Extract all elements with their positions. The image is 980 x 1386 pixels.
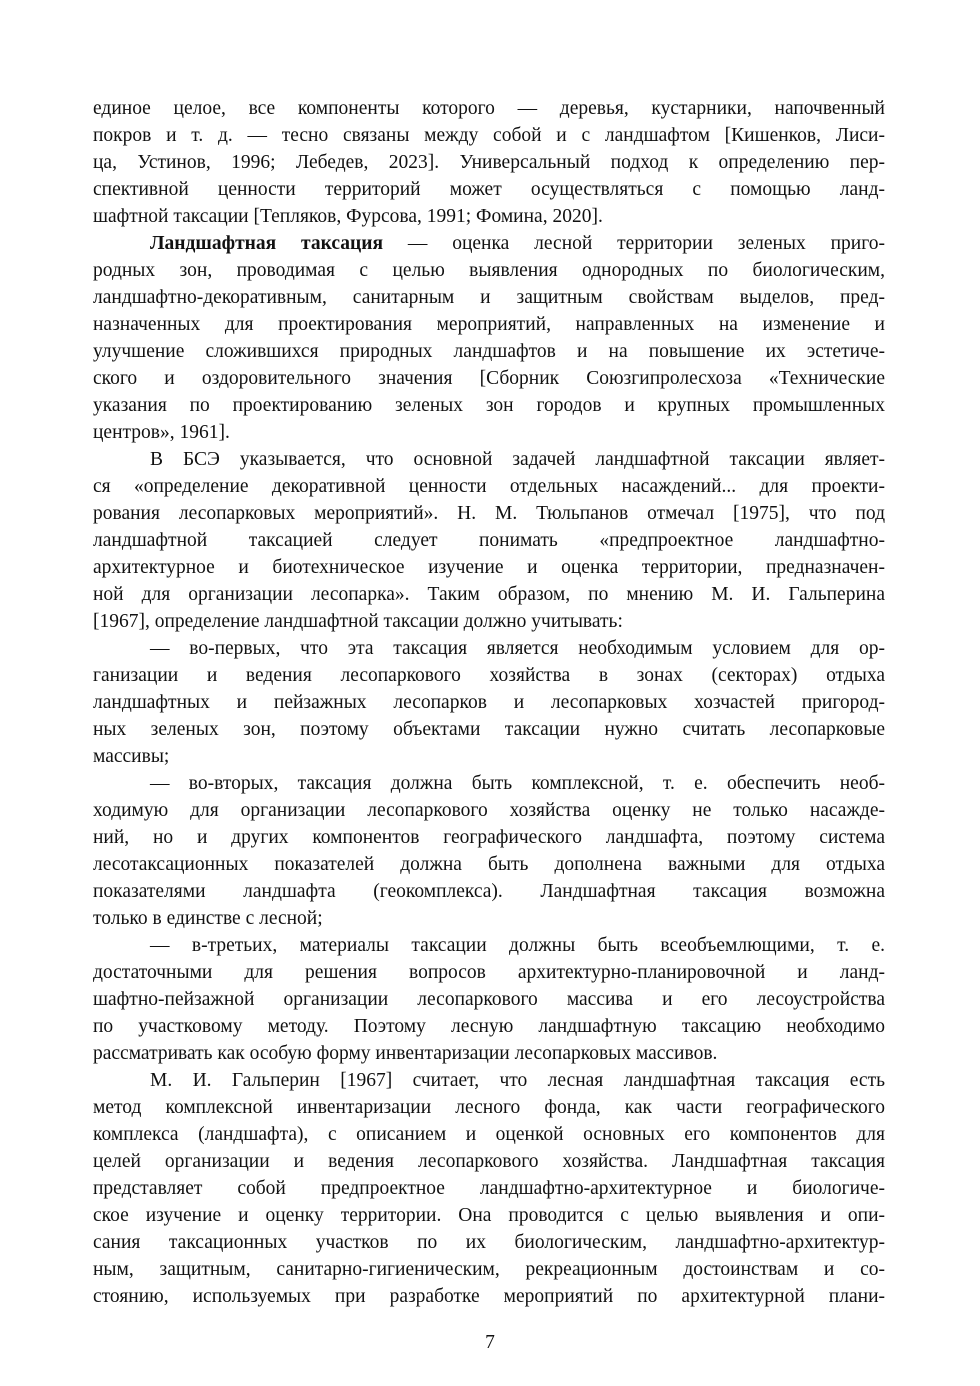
line-text: [1967], определение ландшафтной таксации должно учитывать:: [93, 611, 623, 632]
line-text: улучшение сложившихся природных ландшафтов и на повышение их эстетиче-: [93, 341, 885, 362]
text-line: [93, 1175, 885, 1202]
text-line: [93, 581, 885, 608]
line-text: рования лесопарковых мероприятий». Н. М. Тюльпанов отмечал [1975], что под: [93, 503, 885, 524]
text-line: [93, 419, 885, 446]
text-line: [93, 905, 885, 932]
text-line: [93, 1067, 885, 1094]
line-text: ний, но и других компонентов географического ландшафта, поэтому система: [93, 827, 885, 848]
text-line: [93, 608, 885, 635]
text-line: [93, 1202, 885, 1229]
line-text: архитектурное и биотехническое изучение и оценка территории, предназначен-: [93, 557, 885, 578]
text-line: [93, 257, 885, 284]
line-text: назначенных для проектирования мероприятий, направленных на изменение и: [93, 314, 885, 335]
text-line: [93, 446, 885, 473]
text-line: [93, 851, 885, 878]
text-line: [93, 203, 885, 230]
text-line: [93, 770, 885, 797]
text-line: [93, 365, 885, 392]
line-text: шафтно-пейзажной организации лесопаркового массива и его лесоустройства: [93, 989, 885, 1010]
text-line: [93, 878, 885, 905]
line-text: показателями ландшафта (геокомплекса). Ландшафтная таксация возможна: [93, 881, 885, 902]
line-text: — во-первых, что эта таксация является необходимым условием для ор-: [150, 638, 885, 659]
text-line: [93, 500, 885, 527]
text-line: [93, 743, 885, 770]
text-line: [93, 1148, 885, 1175]
line-text: — в-третьих, материалы таксации должны быть всеобъемлющими, т. е.: [150, 935, 885, 956]
text-line: [93, 122, 885, 149]
page-number: 7: [485, 1332, 495, 1353]
line-text: ных зеленых зон, поэтому объектами таксации нужно считать лесопарковые: [93, 719, 885, 740]
text-line: [93, 230, 885, 257]
line-text: М. И. Гальперин [1967] считает, что лесная ландшафтная таксация есть: [150, 1070, 885, 1091]
text-line: [93, 554, 885, 581]
line-text: ского и оздоровительного значения [Сборник Союзгипролесхоза «Технические: [93, 368, 885, 389]
line-text: лесотаксационных показателей должна быть дополнена важными для отдыха: [93, 854, 885, 875]
line-text: целей организации и ведения лесопаркового хозяйства. Ландшафтная таксация: [93, 1151, 885, 1172]
line-text: шафтной таксации [Тепляков, Фурсова, 1991; Фомина, 2020].: [93, 206, 603, 227]
line-text: В БСЭ указывается, что основной задачей ландшафтной таксации являет-: [150, 449, 885, 470]
line-text: покров и т. д. — тесно связаны между собой и с ландшафтом [Кишенков, Лиси-: [93, 125, 885, 146]
paragraph: [93, 635, 885, 770]
text-line: [93, 959, 885, 986]
term-bold: Ландшафтная таксация: [150, 233, 384, 254]
text-line: [93, 1040, 885, 1067]
text-line: [93, 149, 885, 176]
line-text: ганизации и ведения лесопаркового хозяйства в зонах (секторах) отдыха: [93, 665, 885, 686]
text-line: [93, 338, 885, 365]
text-line: [93, 932, 885, 959]
line-text: — оценка лесной территории зеленых приго-: [383, 233, 885, 254]
line-text: единое целое, все компоненты которого — деревья, кустарники, напочвенный: [93, 98, 885, 119]
line-text: родных зон, проводимая с целью выявления однородных по биологическим,: [93, 260, 885, 281]
line-text: ным, защитным, санитарно-гигиеническим, рекреационным достоинствам и со-: [93, 1259, 885, 1280]
text-line: [93, 1229, 885, 1256]
paragraph: [93, 446, 885, 635]
page-body: [93, 95, 885, 1310]
paragraph: [93, 1067, 885, 1310]
text-line: [93, 824, 885, 851]
paragraph: [93, 932, 885, 1067]
text-line: [93, 1094, 885, 1121]
text-line: [93, 1256, 885, 1283]
text-line: [93, 473, 885, 500]
line-text: ца, Устинов, 1996; Лебедев, 2023]. Универсальный подход к определению пер-: [93, 152, 885, 173]
line-text: сания таксационных участков по их биологическим, ландшафтно-архитектур-: [93, 1232, 885, 1253]
text-line: [93, 284, 885, 311]
line-text: только в единстве с лесной;: [93, 908, 323, 929]
line-text: ходимую для организации лесопаркового хозяйства оценку не только насажде-: [93, 800, 885, 821]
line-text: ландшафтной таксацией следует понимать «предпроектное ландшафтно-: [93, 530, 885, 551]
line-text: массивы;: [93, 746, 170, 767]
line-text: достаточными для решения вопросов архитектурно-планировочной и ланд-: [93, 962, 885, 983]
line-text: ландшафтно-декоративным, санитарным и защитным свойствам выделов, пред-: [93, 287, 885, 308]
line-text: ной для организации лесопарка». Таким образом, по мнению М. И. Гальперина: [93, 584, 885, 605]
line-text: ландшафтных и пейзажных лесопарков и лесопарковых хозчастей пригород-: [93, 692, 885, 713]
text-line: [93, 986, 885, 1013]
text-line: [93, 1121, 885, 1148]
line-text: ся «определение декоративной ценности отдельных насаждений... для проекти-: [93, 476, 885, 497]
text-line: [93, 176, 885, 203]
line-text: представляет собой предпроектное ландшафтно-архитектурное и биологиче-: [93, 1178, 885, 1199]
text-line: [93, 716, 885, 743]
text-line: [93, 797, 885, 824]
line-text: спективной ценности территорий может осуществляться с помощью ланд-: [93, 179, 885, 200]
text-line: [93, 311, 885, 338]
paragraph: [93, 770, 885, 932]
text-line: [93, 392, 885, 419]
text-line: [93, 662, 885, 689]
text-line: [93, 1283, 885, 1310]
line-text: по участковому методу. Поэтому лесную ландшафтную таксацию необходимо: [93, 1016, 885, 1037]
line-text: метод комплексной инвентаризации лесного фонда, как части географического: [93, 1097, 885, 1118]
line-text: центров», 1961].: [93, 422, 230, 443]
text-line: [93, 689, 885, 716]
paragraph: [93, 230, 885, 446]
line-text: указания по проектированию зеленых зон городов и крупных промышленных: [93, 395, 885, 416]
line-text: ское изучение и оценку территории. Она проводится с целью выявления и опи-: [93, 1205, 885, 1226]
text-line: [93, 635, 885, 662]
paragraph: [93, 95, 885, 230]
text-line: [93, 527, 885, 554]
line-text: стоянию, используемых при разработке мероприятий по архитектурной плани-: [93, 1286, 885, 1307]
line-text: — во-вторых, таксация должна быть комплексной, т. е. обеспечить необ-: [150, 773, 885, 794]
line-text: рассматривать как особую форму инвентаризации лесопарковых массивов.: [93, 1043, 718, 1064]
line-text: комплекса (ландшафта), с описанием и оценкой основных его компонентов для: [93, 1124, 885, 1145]
text-line: [93, 1013, 885, 1040]
text-line: [93, 95, 885, 122]
